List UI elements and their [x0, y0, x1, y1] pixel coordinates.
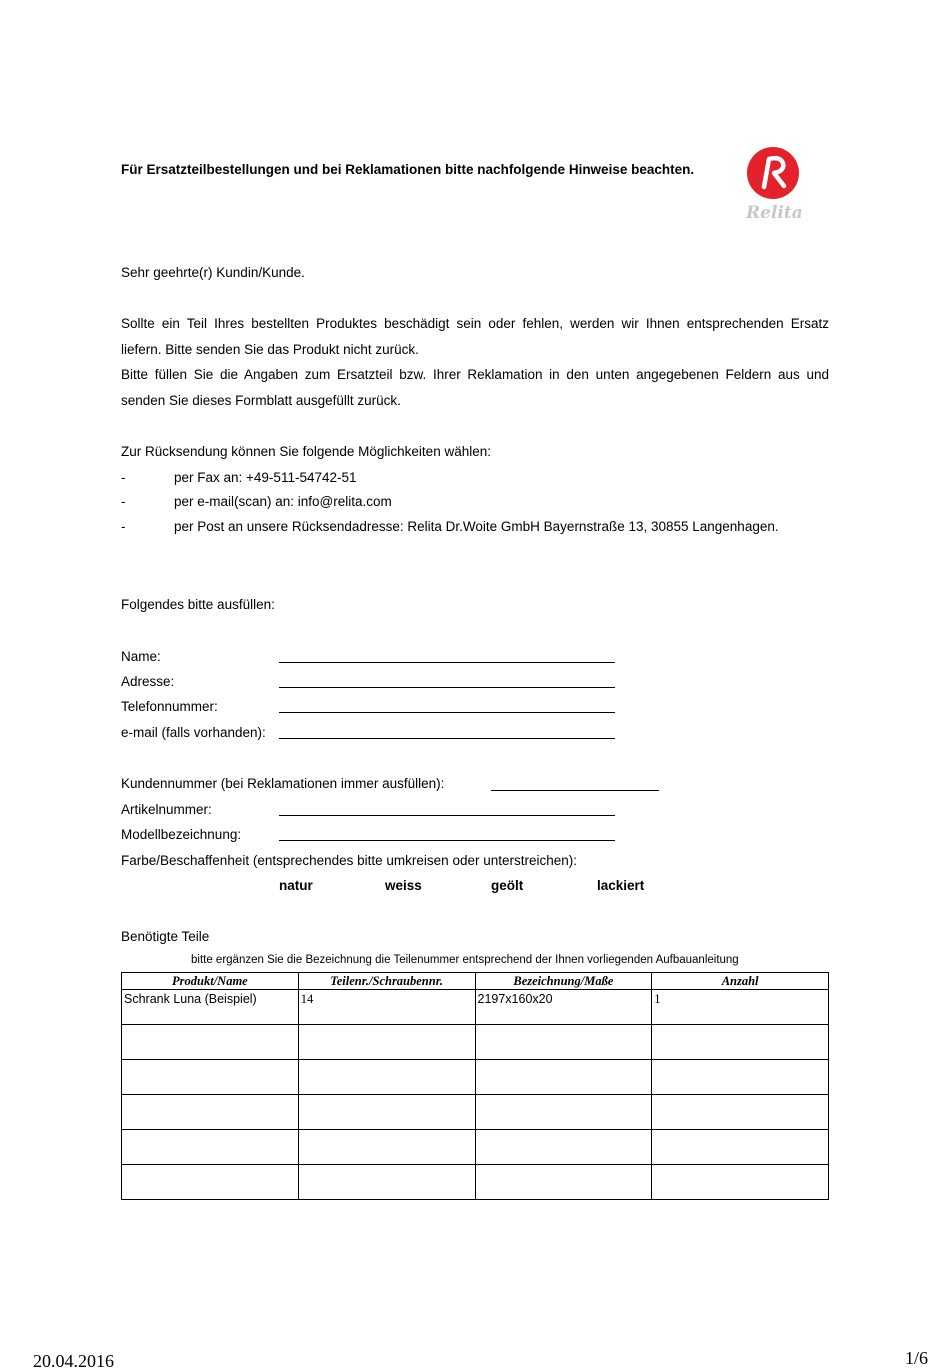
parts-note: bitte ergänzen Sie die Bezeichnung die Teilenummer entsprechend der Ihnen vorliegenden Aufbauanleitung	[191, 954, 739, 966]
color-option-lackiert[interactable]: lackiert	[597, 878, 645, 893]
table-row	[122, 1095, 829, 1130]
email-label: e-mail (falls vorhanden):	[121, 725, 266, 740]
table-row	[122, 1165, 829, 1200]
table-cell[interactable]	[298, 1025, 475, 1060]
bullet-dash: -	[121, 470, 126, 485]
intro-line-3: Bitte füllen Sie die Angaben zum Ersatzteil bzw. Ihrer Reklamation in den unten angegebenen Feldern aus und	[121, 367, 829, 382]
column-header: Anzahl	[652, 973, 829, 990]
article-number-label: Artikelnummer:	[121, 802, 212, 817]
name-label: Name:	[121, 649, 161, 664]
customer-number-label: Kundennummer (bei Reklamationen immer ausfüllen):	[121, 776, 445, 791]
parts-heading: Benötigte Teile	[121, 929, 210, 944]
table-cell[interactable]	[652, 1130, 829, 1165]
return-option-email: per e-mail(scan) an: info@relita.com	[174, 494, 392, 509]
return-option-post: per Post an unsere Rücksendadresse: Relita Dr.Woite GmbH Bayernstraße 13, 30855 Langenhagen.	[174, 519, 779, 534]
phone-field[interactable]	[279, 712, 615, 713]
table-cell[interactable]	[652, 1060, 829, 1095]
table-cell[interactable]	[122, 1025, 299, 1060]
relita-logo	[740, 145, 810, 227]
intro-line-1: Sollte ein Teil Ihres bestellten Produktes beschädigt sein oder fehlen, werden wir Ihnen entsprechenden Ersatz	[121, 316, 829, 331]
table-cell[interactable]	[122, 1130, 299, 1165]
column-header: Teilenr./Schraubennr.	[298, 973, 475, 990]
table-cell[interactable]	[122, 1165, 299, 1200]
table-row	[122, 1060, 829, 1095]
table-cell[interactable]: 1	[652, 990, 829, 1025]
table-cell[interactable]	[298, 1130, 475, 1165]
color-option-geoelt[interactable]: geölt	[491, 878, 524, 893]
table-cell[interactable]: 14	[298, 990, 475, 1025]
logo-wordmark: Relita	[746, 203, 803, 223]
table-cell[interactable]: Schrank Luna (Beispiel)	[122, 990, 299, 1025]
phone-label: Telefonnummer:	[121, 699, 218, 714]
page-title: Für Ersatzteilbestellungen und bei Reklamationen bitte nachfolgende Hinweise beachten.	[121, 162, 695, 177]
customer-number-field[interactable]	[491, 790, 659, 791]
table-cell[interactable]	[475, 1025, 652, 1060]
color-option-natur[interactable]: natur	[279, 878, 313, 893]
name-field[interactable]	[279, 662, 615, 663]
table-cell[interactable]	[475, 1095, 652, 1130]
table-cell[interactable]	[298, 1060, 475, 1095]
address-label: Adresse:	[121, 674, 175, 689]
table-cell[interactable]	[652, 1025, 829, 1060]
model-field[interactable]	[279, 840, 615, 841]
article-number-field[interactable]	[279, 815, 615, 816]
table-cell[interactable]: 2197x160x20	[475, 990, 652, 1025]
return-options-heading: Zur Rücksendung können Sie folgende Möglichkeiten wählen:	[121, 444, 491, 459]
table-row	[122, 1130, 829, 1165]
return-option-fax: per Fax an: +49-511-54742-51	[174, 470, 357, 485]
footer-date: 20.04.2016	[33, 1351, 114, 1371]
intro-line-2: liefern. Bitte senden Sie das Produkt nicht zurück.	[121, 342, 419, 357]
footer-page-number: 1/6	[905, 1348, 929, 1368]
email-field[interactable]	[279, 738, 615, 739]
table-cell[interactable]	[475, 1130, 652, 1165]
color-option-weiss[interactable]: weiss	[385, 878, 422, 893]
address-field[interactable]	[279, 687, 615, 688]
table-cell[interactable]	[298, 1165, 475, 1200]
intro-line-4: senden Sie dieses Formblatt ausgefüllt zurück.	[121, 393, 401, 408]
table-cell[interactable]	[122, 1060, 299, 1095]
bullet-dash: -	[121, 519, 126, 534]
table-cell[interactable]	[475, 1060, 652, 1095]
form-heading: Folgendes bitte ausfüllen:	[121, 597, 275, 612]
parts-table	[121, 972, 829, 1200]
table-header-row	[122, 973, 829, 990]
table-cell[interactable]	[475, 1165, 652, 1200]
table-cell[interactable]	[652, 1095, 829, 1130]
greeting: Sehr geehrte(r) Kundin/Kunde.	[121, 265, 305, 280]
model-label: Modellbezeichnung:	[121, 827, 242, 842]
column-header: Bezeichnung/Maße	[475, 973, 652, 990]
color-label: Farbe/Beschaffenheit (entsprechendes bitte umkreisen oder unterstreichen):	[121, 853, 578, 868]
table-cell[interactable]	[298, 1095, 475, 1130]
table-cell[interactable]	[122, 1095, 299, 1130]
table-row	[122, 990, 829, 1025]
table-cell[interactable]	[652, 1165, 829, 1200]
table-row	[122, 1025, 829, 1060]
bullet-dash: -	[121, 494, 126, 509]
column-header: Produkt/Name	[122, 973, 299, 990]
